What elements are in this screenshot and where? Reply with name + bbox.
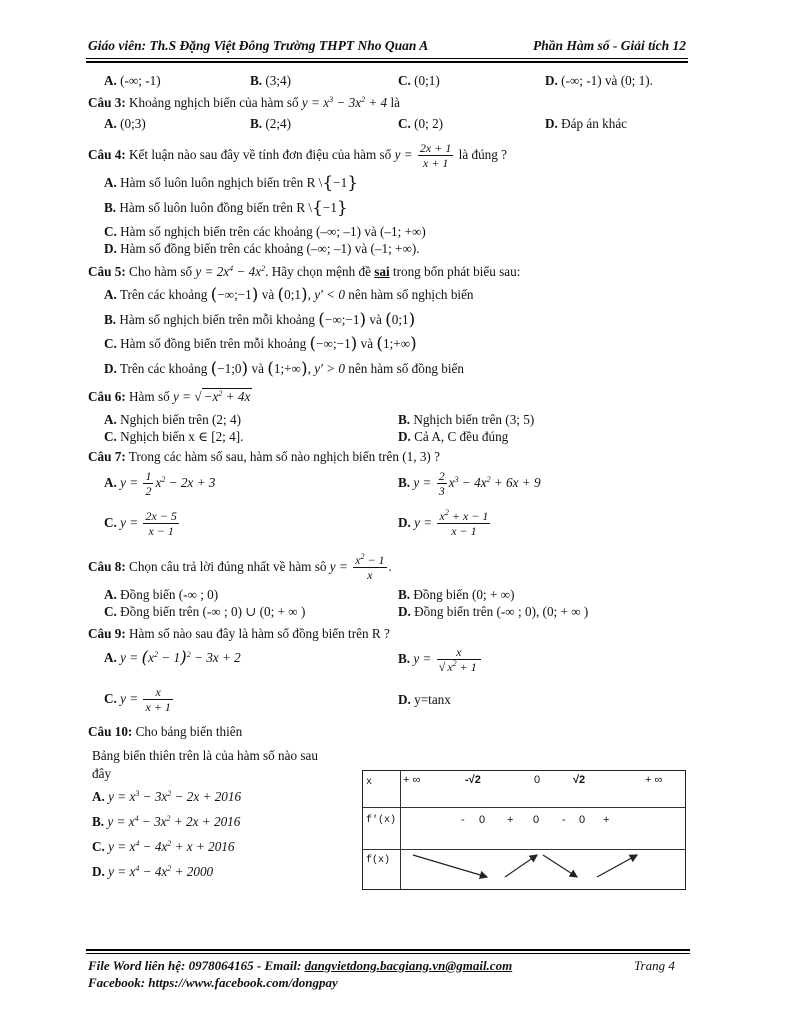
arrow-increase-2 bbox=[597, 855, 637, 877]
variation-table bbox=[362, 770, 686, 890]
arrow-decrease-2 bbox=[543, 855, 577, 877]
sign-5: 0 bbox=[579, 814, 586, 826]
sign-2: + bbox=[507, 814, 514, 826]
q5-option-b: B. Hàm số nghịch biến trên mỗi khoảng (−∞;−1) và (0;1) bbox=[104, 310, 416, 330]
q7-option-d: D. y = $\frac{x^2 + x - 1}{x - 1}$ bbox=[398, 508, 489, 539]
q5-option-d: D. Trên các khoảng (−1;0) và (1;+∞), y' > 0 nên hàm số đồng biến bbox=[104, 359, 465, 379]
q9-stem: Câu 9: Hàm số nào sau đây là hàm số đồng biến trên R ? bbox=[88, 626, 390, 641]
footer-facebook[interactable]: Facebook: https://www.facebook.com/dongpay bbox=[88, 975, 338, 990]
q3-option-a: A. (0;3) bbox=[104, 116, 146, 131]
q4-stem: Câu 4: Kết luận nào sau đây về tính đơn điệu của hàm số y = $\frac{2x + 1}{x + 1}$ là đúng ? bbox=[88, 141, 507, 171]
q3-option-c: C. (0; 2) bbox=[398, 116, 444, 131]
q6-option-a: A. Nghịch biến trên (2; 4) bbox=[104, 412, 241, 427]
q2-option-d: D. (-∞; -1) và (0; 1). bbox=[545, 73, 653, 88]
header-rule bbox=[86, 58, 688, 59]
q3-option-d: D. Đáp án khác bbox=[545, 116, 628, 131]
footer-contact: File Word liên hệ: 0978064165 - Email: dangvietdong.bacgiang.vn@gmail.com bbox=[88, 958, 513, 973]
q2-option-b: B. (3;4) bbox=[250, 73, 292, 88]
q3-option-b: B. (2;4) bbox=[250, 116, 292, 131]
footer-email-link[interactable]: dangvietdong.bacgiang.vn@gmail.com bbox=[304, 958, 513, 973]
f-label: f(x) bbox=[366, 855, 391, 866]
sign-6: + bbox=[603, 814, 610, 826]
sign-3: 0 bbox=[533, 814, 540, 826]
arrow-increase-1 bbox=[505, 855, 537, 877]
q4-option-a: A. Hàm số luôn luôn nghịch biến trên R \{−1} bbox=[104, 173, 359, 193]
q8-option-b: B. Đồng biến (0; + ∞) bbox=[398, 587, 515, 602]
x-val-4: + ∞ bbox=[645, 774, 663, 786]
sign-4: - bbox=[562, 814, 566, 826]
q9-option-a: A. $y = (x^2 - 1)^2 - 3x + 2$ bbox=[104, 648, 241, 668]
q6-option-b: B. Nghịch biến trên (3; 5) bbox=[398, 412, 535, 427]
q7-stem: Câu 7: Trong các hàm số sau, hàm số nào nghịch biến trên (1, 3) ? bbox=[88, 449, 440, 464]
sign-0: - bbox=[461, 814, 465, 826]
q10-option-b: B. $y = x^4 - 3x^2 + 2x + 2016$ bbox=[92, 814, 241, 829]
q6-stem: Câu 6: Hàm số y = √ $-x^2 + 4x$ bbox=[88, 389, 251, 404]
header-rule-thick bbox=[86, 61, 688, 63]
q6-option-c: C. Nghịch biến x ∈ [2; 4]. bbox=[104, 429, 244, 444]
q9-option-c: C. y = $\frac{x}{x + 1}$ bbox=[104, 685, 171, 715]
x-val-0: + ∞ bbox=[403, 774, 421, 786]
q3-stem: Câu 3: Khoảng nghịch biến của hàm số $y = x^3 - 3x^2 + 4$ là bbox=[88, 95, 400, 110]
q8-stem: Câu 8: Chọn câu trả lời đúng nhất về hàm sô y = $\frac{x^2 - 1}{x}$ . bbox=[88, 552, 392, 583]
q4-option-b: B. Hàm số luôn luôn đồng biến trên R \{−1} bbox=[104, 198, 348, 218]
q8-option-a: A. Đồng biến (-∞ ; 0) bbox=[104, 587, 219, 602]
x-val-2: 0 bbox=[534, 774, 541, 786]
q10-stem: Câu 10: Cho bảng biến thiên bbox=[88, 724, 243, 739]
header-left: Giáo viên: Th.S Đặng Việt Đông Trường THPT Nho Quan A bbox=[88, 38, 429, 53]
q5-stem: Câu 5: Cho hàm số $y = 2x^4 - 4x^2$. Hãy chọn mệnh đề sai trong bốn phát biểu sau: bbox=[88, 264, 521, 279]
q7-option-b: B. y = $\frac{2}{3}$ $x^3 - 4x^2 + 6x + 9$ bbox=[398, 469, 541, 499]
q10-option-a: A. $y = x^3 - 3x^2 - 2x + 2016$ bbox=[92, 789, 242, 804]
q2-option-c: C. (0;1) bbox=[398, 73, 440, 88]
q9-option-b: B. y = $\frac{x}{√ x^2 + 1}$ bbox=[398, 642, 483, 676]
header-right: Phần Hàm số - Giải tích 12 bbox=[532, 38, 686, 53]
x-label: x bbox=[366, 777, 373, 788]
q4-option-c: C. Hàm số nghịch biến trên các khoảng (–∞; –1) và (–1; +∞) bbox=[104, 224, 426, 239]
fp-label: f'(x) bbox=[366, 815, 397, 826]
variation-arrows bbox=[401, 849, 685, 889]
x-val-3: √2 bbox=[573, 774, 586, 786]
arrow-decrease-1 bbox=[413, 855, 487, 877]
footer-rule bbox=[86, 953, 690, 954]
q2-option-a: A. (-∞; -1) bbox=[104, 73, 161, 88]
q7-option-a: A. y = $\frac{1}{2}$ $x^2 - 2x + 3$ bbox=[104, 469, 216, 499]
footer-rule-thick bbox=[86, 949, 690, 951]
q10-desc-2: đây bbox=[92, 766, 112, 781]
q9-option-d: D. y=tanx bbox=[398, 692, 451, 707]
q5-option-a: A. Trên các khoảng (−∞;−1) và (0;1), y' < 0 nên hàm số nghịch biến bbox=[104, 285, 474, 305]
table-row-fp bbox=[363, 807, 685, 850]
sign-1: 0 bbox=[479, 814, 486, 826]
q10-option-d: D. $y = x^4 - 4x^2 + 2000$ bbox=[92, 864, 214, 879]
q7-option-c: C. y = $\frac{2x - 5}{x - 1}$ bbox=[104, 509, 177, 539]
q8-option-d: D. Đồng biến trên (-∞ ; 0), (0; + ∞ ) bbox=[398, 604, 589, 619]
q6-option-d: D. Cả A, C đều đúng bbox=[398, 429, 509, 444]
q5-option-c: C. Hàm số đồng biến trên mỗi khoảng (−∞;−1) và (1;+∞) bbox=[104, 334, 417, 354]
q10-desc: Bảng biến thiên trên là của hàm số nào sau bbox=[92, 748, 318, 763]
footer-page-number: Trang 4 bbox=[634, 958, 675, 973]
q10-option-c: C. $y = x^4 - 4x^2 + x + 2016$ bbox=[92, 839, 235, 854]
q4-option-d: D. Hàm số đồng biến trên các khoảng (–∞; –1) và (–1; +∞). bbox=[104, 241, 420, 256]
q8-option-c: C. Đồng biến trên (-∞ ; 0) ∪ (0; + ∞ ) bbox=[104, 604, 306, 619]
x-val-1: -√2 bbox=[465, 774, 481, 786]
